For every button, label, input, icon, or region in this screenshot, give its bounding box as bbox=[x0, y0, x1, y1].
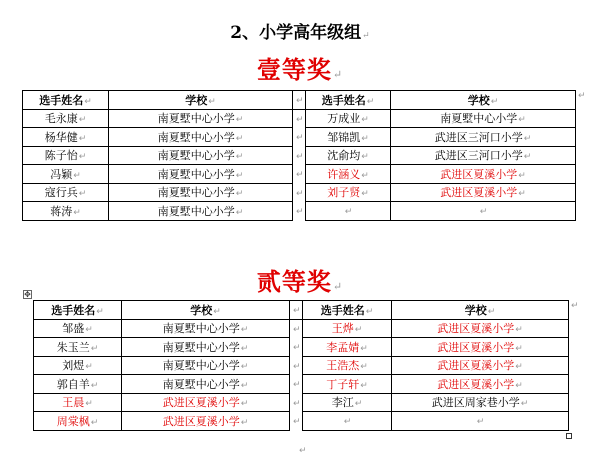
paragraph-mark: ↵ bbox=[362, 31, 370, 41]
award-title-first-text: 壹等奖 bbox=[256, 55, 332, 84]
cell-end-mark: ↵ bbox=[208, 96, 216, 107]
cell-text: 南夏墅中心小学 bbox=[162, 359, 240, 373]
column-header bbox=[391, 91, 576, 110]
award-title-first bbox=[0, 50, 600, 85]
table-cell bbox=[392, 356, 569, 375]
cell-text: 朱玉兰 bbox=[56, 340, 90, 354]
spacer-cell bbox=[290, 356, 303, 375]
table-row bbox=[23, 128, 576, 147]
table-row bbox=[34, 356, 569, 375]
cell-end-mark: ↵ bbox=[296, 115, 304, 125]
spacer-cell bbox=[290, 338, 303, 357]
cell-text: 武进区夏溪小学 bbox=[162, 414, 240, 428]
table-cell bbox=[23, 146, 109, 165]
cell-end-mark: ↵ bbox=[361, 115, 369, 126]
cell-end-mark: ↵ bbox=[360, 362, 368, 373]
paragraph-mark: ↵ bbox=[332, 68, 344, 81]
cell-end-mark: ↵ bbox=[343, 417, 352, 428]
cell-text: 武进区夏溪小学 bbox=[437, 377, 515, 391]
table-cell bbox=[392, 338, 569, 357]
cell-text: 刘煜 bbox=[62, 359, 85, 373]
cell-text: 李孟婧 bbox=[326, 340, 360, 354]
table-cell bbox=[303, 375, 392, 394]
cell-end-mark: ↵ bbox=[523, 152, 532, 163]
spacer-cell bbox=[293, 165, 306, 184]
cell-text: 南夏墅中心小学 bbox=[157, 186, 235, 200]
cell-text: 南夏墅中心小学 bbox=[157, 112, 235, 126]
table-cell bbox=[303, 338, 392, 357]
cell-end-mark: ↵ bbox=[365, 306, 374, 317]
table-cell bbox=[109, 109, 293, 128]
cell-end-mark: ↵ bbox=[240, 417, 249, 428]
cell-text: 南夏墅中心小学 bbox=[157, 204, 235, 218]
cell-end-mark: ↵ bbox=[515, 343, 523, 354]
table-header-row bbox=[23, 91, 576, 110]
cell-text: 南夏墅中心小学 bbox=[157, 149, 235, 163]
cell-end-mark: ↵ bbox=[293, 398, 301, 409]
table-row bbox=[34, 338, 569, 357]
cell-end-mark: ↵ bbox=[78, 115, 87, 126]
cell-text: 学校 bbox=[190, 303, 213, 317]
table-cell bbox=[34, 356, 122, 375]
cell-end-mark: ↵ bbox=[518, 189, 526, 200]
cell-end-mark: ↵ bbox=[490, 96, 499, 107]
table-cell bbox=[109, 165, 293, 184]
cell-text: 武进区夏溪小学 bbox=[437, 340, 515, 354]
cell-text: 丁子轩 bbox=[326, 377, 360, 391]
spacer-cell bbox=[293, 146, 306, 165]
row-end-mark: ↵ bbox=[571, 301, 579, 311]
first-prize-table bbox=[22, 90, 576, 221]
cell-text: 南夏墅中心小学 bbox=[162, 322, 240, 336]
table-cell bbox=[306, 165, 391, 184]
cell-end-mark: ↵ bbox=[96, 306, 104, 317]
cell-end-mark: ↵ bbox=[354, 399, 363, 410]
table-row bbox=[23, 165, 576, 184]
table-row bbox=[23, 109, 576, 128]
cell-end-mark: ↵ bbox=[293, 417, 301, 428]
table-cell bbox=[109, 128, 293, 147]
table-cell bbox=[34, 393, 122, 412]
cell-end-mark: ↵ bbox=[78, 152, 87, 163]
table-cell bbox=[303, 412, 392, 431]
cell-end-mark: ↵ bbox=[78, 189, 87, 200]
cell-end-mark: ↵ bbox=[78, 133, 87, 144]
table-cell bbox=[303, 393, 392, 412]
spacer-cell bbox=[293, 202, 306, 221]
cell-end-mark: ↵ bbox=[84, 96, 92, 107]
spacer-cell bbox=[293, 128, 306, 147]
cell-text: 冯颖 bbox=[50, 167, 73, 181]
column-header bbox=[109, 91, 293, 110]
cell-text: 寇行兵 bbox=[44, 186, 78, 200]
cell-text: 武进区三河口小学 bbox=[434, 130, 523, 144]
cell-end-mark: ↵ bbox=[293, 306, 301, 317]
cell-end-mark: ↵ bbox=[235, 152, 244, 163]
cell-end-mark: ↵ bbox=[293, 325, 301, 335]
cell-text: 郭自羊 bbox=[56, 377, 90, 391]
table-cell bbox=[391, 128, 576, 147]
table-cell bbox=[109, 202, 293, 221]
spacer-cell bbox=[293, 183, 306, 202]
table-cell bbox=[23, 109, 109, 128]
column-header bbox=[34, 301, 122, 320]
cell-text: 南夏墅中心小学 bbox=[157, 130, 235, 144]
cell-end-mark: ↵ bbox=[85, 399, 93, 410]
cell-end-mark: ↵ bbox=[515, 362, 523, 373]
table-cell bbox=[306, 128, 391, 147]
table-cell bbox=[392, 319, 569, 338]
cell-text: 武进区夏溪小学 bbox=[440, 167, 518, 181]
table-cell bbox=[34, 319, 122, 338]
table-row bbox=[23, 146, 576, 165]
cell-end-mark: ↵ bbox=[296, 151, 304, 162]
cell-text: 学校 bbox=[464, 303, 487, 317]
cell-text: 选手姓名 bbox=[51, 303, 96, 317]
award-title-second bbox=[0, 262, 600, 297]
cell-text: 武进区夏溪小学 bbox=[162, 396, 240, 410]
cell-text: 杨华健 bbox=[44, 130, 78, 144]
table-move-icon[interactable]: ✥ bbox=[24, 290, 31, 299]
cell-text: 武进区周家巷小学 bbox=[431, 396, 520, 410]
cell-end-mark: ↵ bbox=[235, 133, 244, 144]
second-prize-table bbox=[33, 300, 569, 431]
cell-end-mark: ↵ bbox=[476, 417, 485, 428]
cell-end-mark: ↵ bbox=[240, 362, 249, 373]
cell-end-mark: ↵ bbox=[240, 399, 249, 410]
table-cell bbox=[391, 146, 576, 165]
cell-end-mark: ↵ bbox=[235, 115, 244, 126]
column-header bbox=[122, 301, 290, 320]
cell-end-mark: ↵ bbox=[354, 325, 363, 336]
table-cell bbox=[34, 375, 122, 394]
cell-end-mark: ↵ bbox=[518, 115, 526, 126]
spacer-cell bbox=[290, 319, 303, 338]
table-cell bbox=[122, 393, 290, 412]
cell-end-mark: ↵ bbox=[360, 343, 368, 354]
table-cell bbox=[303, 356, 392, 375]
cell-end-mark: ↵ bbox=[518, 170, 526, 181]
table-cell bbox=[122, 375, 290, 394]
cell-end-mark: ↵ bbox=[73, 207, 81, 218]
table-cell bbox=[34, 338, 122, 357]
cell-end-mark: ↵ bbox=[479, 207, 488, 218]
table-row bbox=[23, 202, 576, 221]
cell-end-mark: ↵ bbox=[515, 380, 523, 391]
cell-text: 万成业 bbox=[327, 112, 361, 126]
spacer-cell bbox=[290, 375, 303, 394]
table-cell bbox=[122, 356, 290, 375]
table-cell bbox=[391, 202, 576, 221]
cell-end-mark: ↵ bbox=[235, 189, 244, 200]
cell-text: 学校 bbox=[185, 93, 208, 107]
table-cell bbox=[34, 412, 122, 431]
cell-end-mark: ↵ bbox=[90, 380, 99, 391]
column-header bbox=[23, 91, 109, 110]
table-row bbox=[34, 375, 569, 394]
cell-end-mark: ↵ bbox=[90, 417, 99, 428]
cell-text: 武进区三河口小学 bbox=[434, 149, 523, 163]
cell-text: 王烨 bbox=[331, 322, 354, 336]
section-heading-text: 2、小学高年级组 bbox=[230, 23, 362, 43]
table-resize-icon[interactable] bbox=[566, 433, 572, 439]
spacer-cell bbox=[290, 412, 303, 431]
cell-text: 选手姓名 bbox=[321, 93, 366, 107]
table-cell bbox=[109, 183, 293, 202]
table-cell bbox=[122, 412, 290, 431]
table-header-row bbox=[34, 301, 569, 320]
table-cell bbox=[392, 375, 569, 394]
table-cell bbox=[23, 128, 109, 147]
cell-end-mark: ↵ bbox=[240, 380, 249, 391]
cell-text: 邹锦凯 bbox=[327, 130, 361, 144]
column-header bbox=[303, 301, 392, 320]
cell-end-mark: ↵ bbox=[73, 170, 81, 181]
cell-end-mark: ↵ bbox=[85, 362, 93, 373]
cell-text: 南夏墅中心小学 bbox=[162, 340, 240, 354]
cell-end-mark: ↵ bbox=[293, 361, 301, 372]
table-cell bbox=[306, 183, 391, 202]
cell-text: 李江 bbox=[331, 396, 354, 410]
cell-end-mark: ↵ bbox=[361, 152, 369, 163]
cell-text: 沈俞均 bbox=[327, 149, 361, 163]
cell-end-mark: ↵ bbox=[293, 343, 301, 354]
cell-end-mark: ↵ bbox=[344, 207, 353, 218]
cell-end-mark: ↵ bbox=[213, 306, 221, 317]
table-cell bbox=[109, 146, 293, 165]
cell-end-mark: ↵ bbox=[360, 380, 368, 391]
table-cell bbox=[392, 393, 569, 412]
cell-end-mark: ↵ bbox=[90, 343, 99, 354]
table-cell bbox=[122, 338, 290, 357]
cell-text: 毛永康 bbox=[44, 112, 78, 126]
cell-text: 邹盛 bbox=[62, 322, 85, 336]
cell-end-mark: ↵ bbox=[240, 325, 249, 336]
section-heading bbox=[0, 18, 600, 43]
table-cell bbox=[306, 146, 391, 165]
table-row bbox=[34, 319, 569, 338]
cell-text: 武进区夏溪小学 bbox=[437, 359, 515, 373]
cell-text: 刘子贤 bbox=[327, 186, 361, 200]
paragraph-mark: ↵ bbox=[299, 446, 307, 456]
table-cell bbox=[392, 412, 569, 431]
table-cell bbox=[23, 183, 109, 202]
cell-end-mark: ↵ bbox=[523, 133, 532, 144]
table-row bbox=[23, 183, 576, 202]
table-cell bbox=[391, 109, 576, 128]
table-row bbox=[34, 393, 569, 412]
cell-text: 陈子怡 bbox=[44, 149, 78, 163]
cell-end-mark: ↵ bbox=[85, 325, 93, 336]
cell-text: 武进区夏溪小学 bbox=[437, 322, 515, 336]
cell-end-mark: ↵ bbox=[487, 306, 496, 317]
table-row bbox=[34, 412, 569, 431]
spacer-cell bbox=[293, 91, 306, 110]
table-cell bbox=[391, 165, 576, 184]
cell-text: 选手姓名 bbox=[320, 303, 365, 317]
cell-end-mark: ↵ bbox=[366, 96, 375, 107]
cell-end-mark: ↵ bbox=[293, 380, 301, 391]
cell-end-mark: ↵ bbox=[235, 170, 244, 181]
table-cell bbox=[303, 319, 392, 338]
cell-text: 南夏墅中心小学 bbox=[157, 167, 235, 181]
cell-end-mark: ↵ bbox=[240, 343, 249, 354]
cell-text: 南夏墅中心小学 bbox=[162, 377, 240, 391]
table-cell bbox=[23, 165, 109, 184]
cell-end-mark: ↵ bbox=[296, 207, 304, 218]
cell-end-mark: ↵ bbox=[296, 96, 304, 107]
cell-end-mark: ↵ bbox=[296, 188, 304, 199]
cell-text: 许涵义 bbox=[327, 167, 361, 181]
cell-end-mark: ↵ bbox=[235, 207, 244, 218]
spacer-cell bbox=[290, 393, 303, 412]
paragraph-mark: ↵ bbox=[332, 280, 344, 293]
cell-text: 武进区夏溪小学 bbox=[440, 186, 518, 200]
row-end-mark: ↵ bbox=[578, 91, 586, 101]
award-title-second-text: 贰等奖 bbox=[256, 267, 332, 296]
cell-text: 蒋涛 bbox=[50, 204, 73, 218]
cell-end-mark: ↵ bbox=[361, 189, 369, 200]
spacer-cell bbox=[293, 109, 306, 128]
cell-end-mark: ↵ bbox=[296, 170, 304, 181]
cell-text: 王晨 bbox=[62, 396, 85, 410]
spacer-cell bbox=[290, 301, 303, 320]
table-cell bbox=[306, 109, 391, 128]
table-cell bbox=[391, 183, 576, 202]
cell-end-mark: ↵ bbox=[296, 133, 304, 144]
table-cell bbox=[306, 202, 391, 221]
table-cell bbox=[122, 319, 290, 338]
column-header bbox=[392, 301, 569, 320]
cell-end-mark: ↵ bbox=[361, 133, 369, 144]
cell-end-mark: ↵ bbox=[515, 325, 523, 336]
cell-text: 周棠枫 bbox=[56, 414, 90, 428]
cell-text: 南夏墅中心小学 bbox=[440, 112, 518, 126]
column-header bbox=[306, 91, 391, 110]
cell-end-mark: ↵ bbox=[520, 399, 529, 410]
cell-end-mark: ↵ bbox=[361, 170, 369, 181]
cell-text: 王浩杰 bbox=[326, 359, 360, 373]
cell-text: 选手姓名 bbox=[39, 93, 84, 107]
cell-text: 学校 bbox=[467, 93, 490, 107]
table-cell bbox=[23, 202, 109, 221]
